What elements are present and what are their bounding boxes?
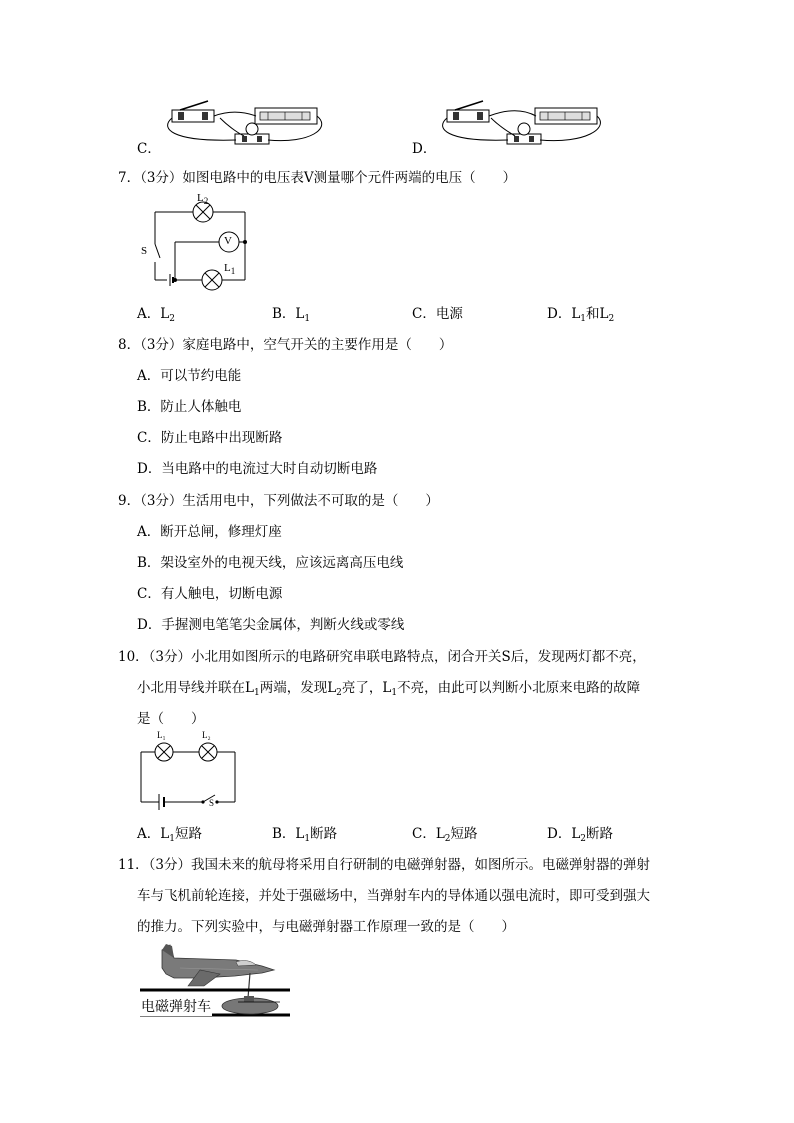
- q11-stem-line-3: 的推力。下列实验中，与电磁弹射器工作原理一致的是（ ）: [137, 919, 515, 935]
- q11-figure-label: 电磁弹射车: [140, 996, 212, 1016]
- q7-lamp-l1-label: $L_1$: [224, 262, 236, 276]
- q7-option-a[interactable]: A．$L_2$: [137, 306, 175, 324]
- q7-option-c[interactable]: C．电源: [412, 306, 463, 322]
- q8-option-c[interactable]: C．防止电路中出现断路: [137, 430, 283, 446]
- q8-option-a[interactable]: A．可以节约电能: [137, 368, 242, 384]
- q7-option-d[interactable]: D．$L_1$和$L_2$: [547, 306, 615, 324]
- q10-circuit-diagram: [137, 730, 242, 810]
- q7-switch-label: S: [141, 245, 148, 257]
- q10-option-c[interactable]: C．$L_2$短路: [412, 826, 478, 844]
- q6-option-c-circuit-picture: [160, 98, 330, 153]
- q7-option-b[interactable]: B．$L_1$: [272, 306, 311, 324]
- q10-switch-label: S: [209, 798, 215, 808]
- q6-option-d-label: D．: [412, 141, 437, 157]
- q7-circuit-diagram: [135, 192, 265, 297]
- q8-stem: 8．（3分）家庭电路中，空气开关的主要作用是（ ）: [118, 337, 453, 353]
- q9-option-c[interactable]: C．有人触电，切断电源: [137, 586, 283, 602]
- q10-stem-line-3: 是（ ）: [137, 711, 205, 727]
- q11-stem-line-2: 车与飞机前轮连接，并处于强磁场中，当弹射车内的导体通以强电流时，即可受到强大: [137, 888, 650, 904]
- q6-option-c-label: C．: [137, 141, 161, 157]
- q7-stem: 7．（3分）如图电路中的电压表V测量哪个元件两端的电压（ ）: [118, 170, 517, 186]
- q10-lamp-l1-label: L₁: [157, 730, 166, 740]
- q9-option-d[interactable]: D．手握测电笔笔尖金属体，判断火线或零线: [137, 617, 405, 633]
- q10-lamp-l2-label: L₂: [202, 730, 211, 740]
- q10-stem-line-1: 10．（3分）小北用如图所示的电路研究串联电路特点，闭合开关S后，发现两灯都不亮，: [118, 649, 646, 665]
- q7-lamp-l2-label: $L_2$: [197, 192, 209, 206]
- q10-option-a[interactable]: A．$L_1$短路: [137, 826, 202, 844]
- q11-stem-line-1: 11．（3分）我国未来的航母将采用自行研制的电磁弹射器，如图所示。电磁弹射器的弹射: [118, 857, 651, 873]
- q9-option-b[interactable]: B．架设室外的电视天线，应该远离高压电线: [137, 555, 404, 571]
- q10-option-d[interactable]: D．$L_2$断路: [547, 826, 614, 844]
- q7-voltmeter-label: V: [224, 235, 232, 247]
- q9-stem: 9．（3分）生活用电中，下列做法不可取的是（ ）: [118, 493, 439, 509]
- q8-option-d[interactable]: D．当电路中的电流过大时自动切断电路: [137, 461, 378, 477]
- q10-option-b[interactable]: B．$L_1$断路: [272, 826, 338, 844]
- q6-option-d-circuit-picture: [435, 98, 605, 153]
- q9-option-a[interactable]: A．断开总闸，修理灯座: [137, 524, 282, 540]
- q8-option-b[interactable]: B．防止人体触电: [137, 399, 242, 415]
- q10-stem-line-2: 小北用导线并联在$L_1$两端，发现$L_2$亮了，$L_1$不亮，由此可以判断小北原来电路的故障: [137, 680, 641, 698]
